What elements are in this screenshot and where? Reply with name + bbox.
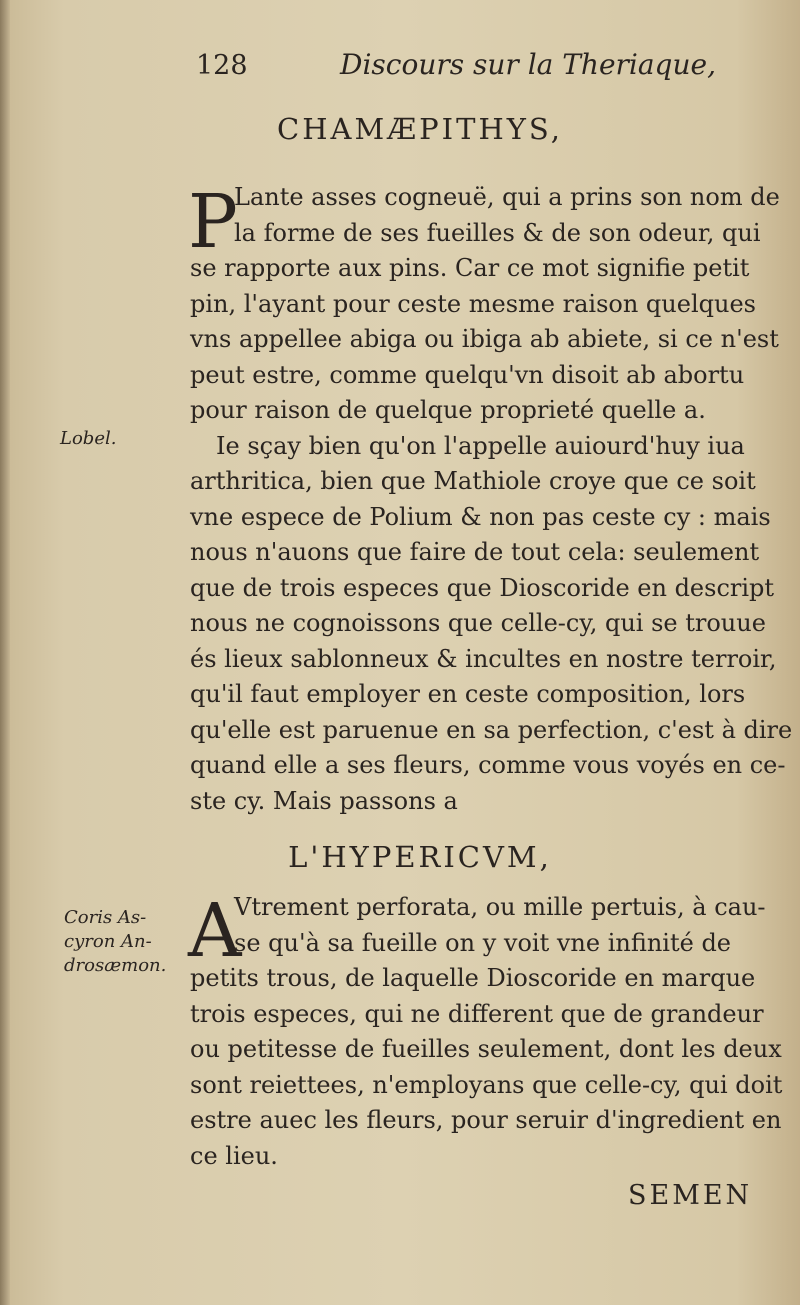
margin-note-line: Coris As- (64, 907, 147, 928)
text-line: se rapporte aux pins. Car ce mot signifie petit (190, 254, 750, 282)
text-line: ou petitesse de fueilles seulement, dont les deux (190, 1035, 782, 1063)
page-header (0, 46, 800, 86)
text-line: vne espece de Polium & non pas ceste cy : mais (190, 502, 771, 531)
text-line: peut estre, comme quelqu'vn disoit ab abortu (190, 360, 745, 389)
text-line: estre auec les fleurs, pour seruir d'ingredient en (190, 1106, 782, 1134)
section-heading-hypericum: L'HYPERICVM, (288, 840, 552, 874)
text-line: qu'elle est paruenue en sa perfection, c'est à dire (190, 715, 793, 744)
drop-capital: A (188, 888, 242, 974)
text-line: Vtrement perforata, ou mille pertuis, à cau- (234, 893, 766, 921)
section-heading-chamaepithys: CHAMÆPITHYS, (277, 112, 563, 146)
page-edge (0, 0, 10, 1305)
text-line: nous ne cognoissons que celle-cy, qui se trouue (190, 609, 766, 637)
margin-note-line: drosæmon. (64, 955, 167, 976)
text-line: ste cy. Mais passons a (190, 786, 458, 815)
text-line: nous n'auons que faire de tout cela: seulement (190, 538, 760, 566)
text-line: pour raison de quelque proprieté quelle a. (190, 396, 706, 424)
running-title: Discours sur la Theriaque, (340, 48, 716, 81)
text-line: petits trous, de laquelle Dioscoride en marque (190, 964, 756, 992)
text-line: vns appellee abiga ou ibiga ab abiete, si ce n'est (190, 325, 779, 353)
margin-note-lobel: Lobel. (60, 428, 117, 449)
text-line: Lante asses cogneuë, qui a prins son nom de (234, 183, 780, 211)
text-line: Ie sçay bien qu'on l'appelle auiourd'huy iua (216, 431, 745, 460)
text-line: sont reiettees, n'employans que celle-cy, qui doit (190, 1070, 783, 1099)
text-line: arthritica, bien que Mathiole croye que ce soit (190, 467, 756, 495)
text-line: és lieux sablonneux & incultes en nostre terroir, (190, 644, 777, 673)
text-line: trois especes, qui ne different que de grandeur (190, 999, 764, 1028)
margin-note-line: cyron An- (64, 931, 152, 952)
text-line: ce lieu. (190, 1141, 278, 1170)
catchword: SEMEN (628, 1180, 753, 1211)
text-line: que de trois especes que Dioscoride en descript (190, 573, 775, 602)
page-number: 128 (196, 50, 248, 81)
text-line: qu'il faut employer en ceste composition, lors (190, 680, 746, 708)
text-line: la forme de ses fueilles & de son odeur, qui (234, 218, 761, 247)
text-line: quand elle a ses fleurs, comme vous voyés en ce- (190, 751, 786, 779)
drop-capital: P (188, 179, 238, 265)
margin-note-coris (64, 906, 174, 978)
text-line: pin, l'ayant pour ceste mesme raison quelques (190, 289, 756, 318)
text-line: se qu'à sa fueille on y voit vne infinité de (234, 928, 732, 957)
paragraph-chamaepithys (190, 180, 793, 819)
paragraph-hypericum (190, 890, 785, 1174)
